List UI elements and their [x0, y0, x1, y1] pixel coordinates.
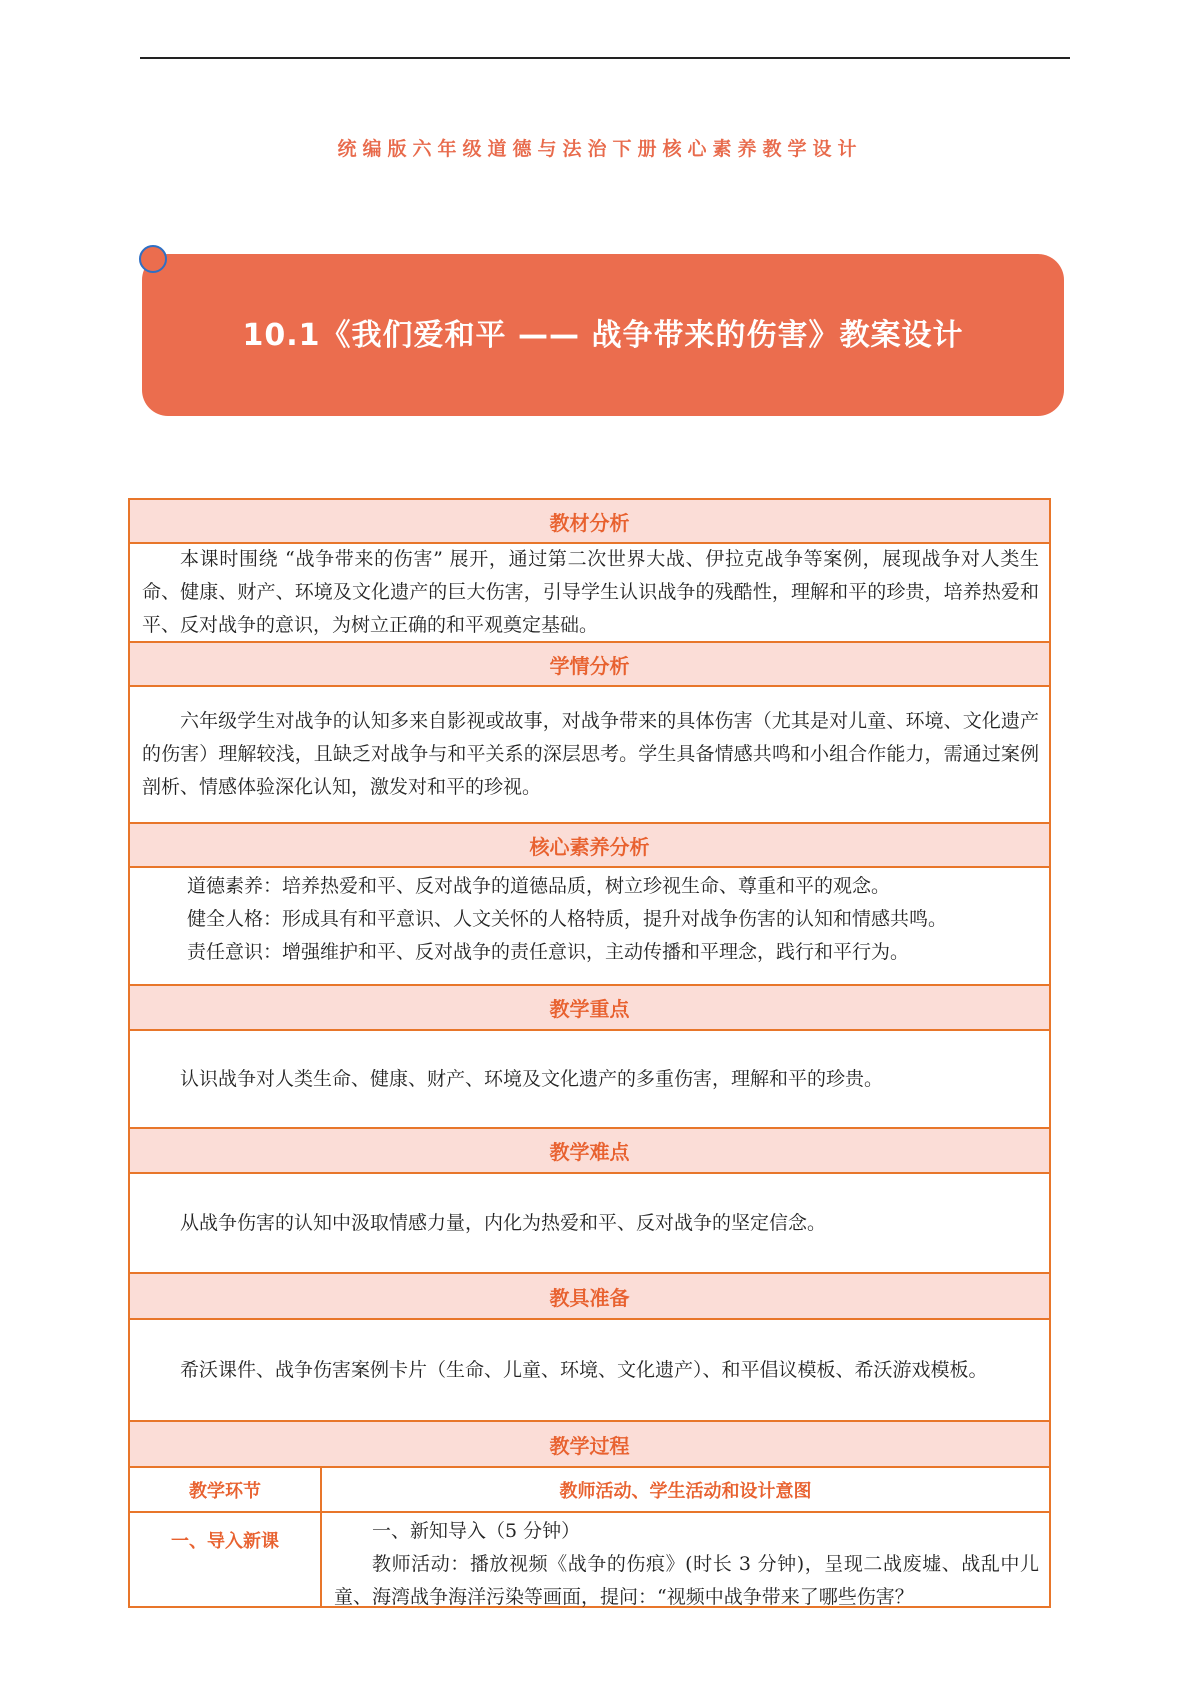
difficulty-text: 从战争伤害的认知中汲取情感力量，内化为热爱和平、反对战争的坚定信念。	[180, 1211, 827, 1234]
core-line-responsibility: 责任意识：增强维护和平、反对战争的责任意识，主动传播和平理念，践行和平行为。	[187, 941, 910, 963]
process-stage: 一、导入新课	[130, 1513, 322, 1608]
process-column-headers	[130, 1466, 1049, 1511]
section-heading-difficulty: 教学难点	[130, 1127, 1049, 1172]
section-heading-students: 学情分析	[130, 641, 1049, 685]
section-heading-core: 核心素养分析	[130, 822, 1049, 866]
lesson-plan-table	[128, 498, 1051, 1608]
section-body-key-point	[130, 1029, 1049, 1127]
header-rule	[140, 57, 1070, 59]
section-body-materials	[130, 542, 1049, 641]
section-body-difficulty	[130, 1172, 1049, 1272]
core-line-moral: 道德素养：培养热爱和平、反对战争的道德品质，树立珍视生命、尊重和平的观念。	[187, 875, 891, 897]
process-activity	[322, 1513, 1049, 1608]
column-header-activity: 教师活动、学生活动和设计意图	[559, 1480, 812, 1502]
banner-dot-icon	[139, 245, 167, 273]
title-banner	[142, 254, 1064, 416]
section-heading-process: 教学过程	[130, 1420, 1049, 1466]
materials-text: 本课时围绕 “战争带来的伤害” 展开，通过第二次世界大战、伊拉克战争等案例，展现战争对人类生命、健康、财产、环境及文化遗产的巨大伤害，引导学生认识战争的残酷性，理解和平的珍贵，培养热爱和平、反对战争的意识，为树立正确的和平观奠定基础。	[142, 548, 1039, 636]
section-heading-key-point: 教学重点	[130, 984, 1049, 1029]
section-heading-materials: 教材分析	[130, 500, 1049, 542]
series-title: 统编版六年级道德与法治下册核心素养教学设计	[337, 138, 863, 160]
key-point-text: 认识战争对人类生命、健康、财产、环境及文化遗产的多重伤害，理解和平的珍贵。	[180, 1067, 884, 1090]
process-activity-line: 教师活动：播放视频《战争的伤痕》(时长 3 分钟)，呈现二战废墟、战乱中儿童、海湾战争海洋污染等画面，提问：“视频中战争带来了哪些伤害？	[334, 1553, 1039, 1608]
core-line-personality: 健全人格：形成具有和平意识、人文关怀的人格特质，提升对战争伤害的认知和情感共鸣。	[187, 908, 948, 930]
process-row	[130, 1511, 1049, 1608]
section-body-tools	[130, 1318, 1049, 1420]
tools-text: 希沃课件、战争伤害案例卡片（生命、儿童、环境、文化遗产）、和平倡议模板、希沃游戏模板。	[180, 1358, 988, 1381]
lesson-title: 10.1《我们爱和平 —— 战争带来的伤害》教案设计	[242, 318, 964, 353]
process-activity-line: 一、新知导入（5 分钟）	[372, 1520, 581, 1542]
section-body-students	[130, 685, 1049, 822]
section-body-core	[130, 866, 1049, 984]
students-text: 六年级学生对战争的认知多来自影视或故事，对战争带来的具体伤害（尤其是对儿童、环境、文化遗产的伤害）理解较浅，且缺乏对战争与和平关系的深层思考。学生具备情感共鸣和小组合作能力，需通过案例剖析、情感体验深化认知，激发对和平的珍视。	[142, 710, 1039, 798]
column-header-stage: 教学环节	[130, 1468, 322, 1511]
section-heading-tools: 教具准备	[130, 1272, 1049, 1318]
